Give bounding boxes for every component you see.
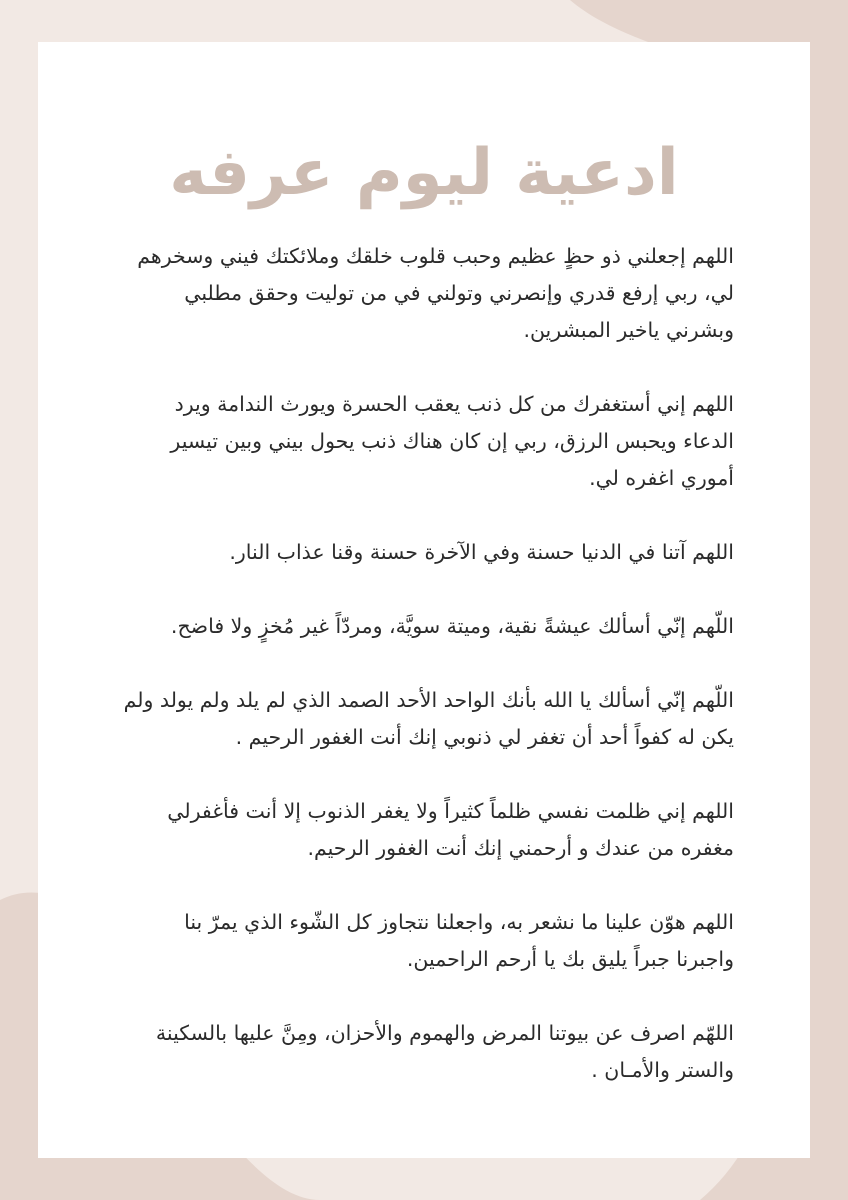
dua-paragraph: اللهم إني ظلمت نفسي ظلماً كثيراً ولا يغفر الذنوب إلا أنت فأغفرلي مغفره من عندك و أرحمني إنك أنت الغفور الرحيم. bbox=[167, 799, 734, 860]
document-title: ادعية ليوم عرفه bbox=[169, 136, 679, 210]
document-page bbox=[38, 42, 810, 1158]
dua-paragraph: اللّهم إنّي أسألك يا الله بأنك الواحد الأحد الصمد الذي لم يلد ولم يولد ولم يكن له كفواً أحد أن تغفر لي ذنوبي إنك أنت الغفور الرحيم . bbox=[123, 688, 734, 749]
dua-paragraph: اللهم إني أستغفرك من كل ذنب يعقب الحسرة ويورث الندامة ويرد الدعاء ويحبس الرزق، ربي إن كان هناك ذنب يحول بيني وبين تيسير أموري اغفره لي. bbox=[170, 392, 734, 490]
dua-paragraph: اللهم آتنا في الدنيا حسنة وفي الآخرة حسنة وقنا عذاب النار. bbox=[229, 540, 734, 564]
dua-paragraph: اللهم هوّن علينا ما نشعر به، واجعلنا نتجاوز كل الشّوء الذي يمرّ بنا واجبرنا جبراً يليق بك يا أرحم الراحمين. bbox=[184, 910, 734, 971]
dua-list bbox=[122, 238, 734, 1126]
dua-paragraph: اللهم إجعلني ذو حظٍ عظيم وحبب قلوب خلقك وملائكتك فيني وسخرهم لي، ربي إرفع قدري وإنصرني وتولني في من توليت وحقق مطلبي وبشرني ياخير المبشرين. bbox=[137, 244, 734, 342]
dua-paragraph: اللهّم اصرف عن بيوتنا المرض والهموم والأحزان، ومِنَّ عليها بالسكينة والستر والأمـان . bbox=[155, 1021, 734, 1082]
dua-paragraph: اللّهم إنّي أسألك عيشةً نقية، وميتة سويَّة، ومردّاً غير مُخزٍ ولا فاضح. bbox=[170, 614, 734, 638]
